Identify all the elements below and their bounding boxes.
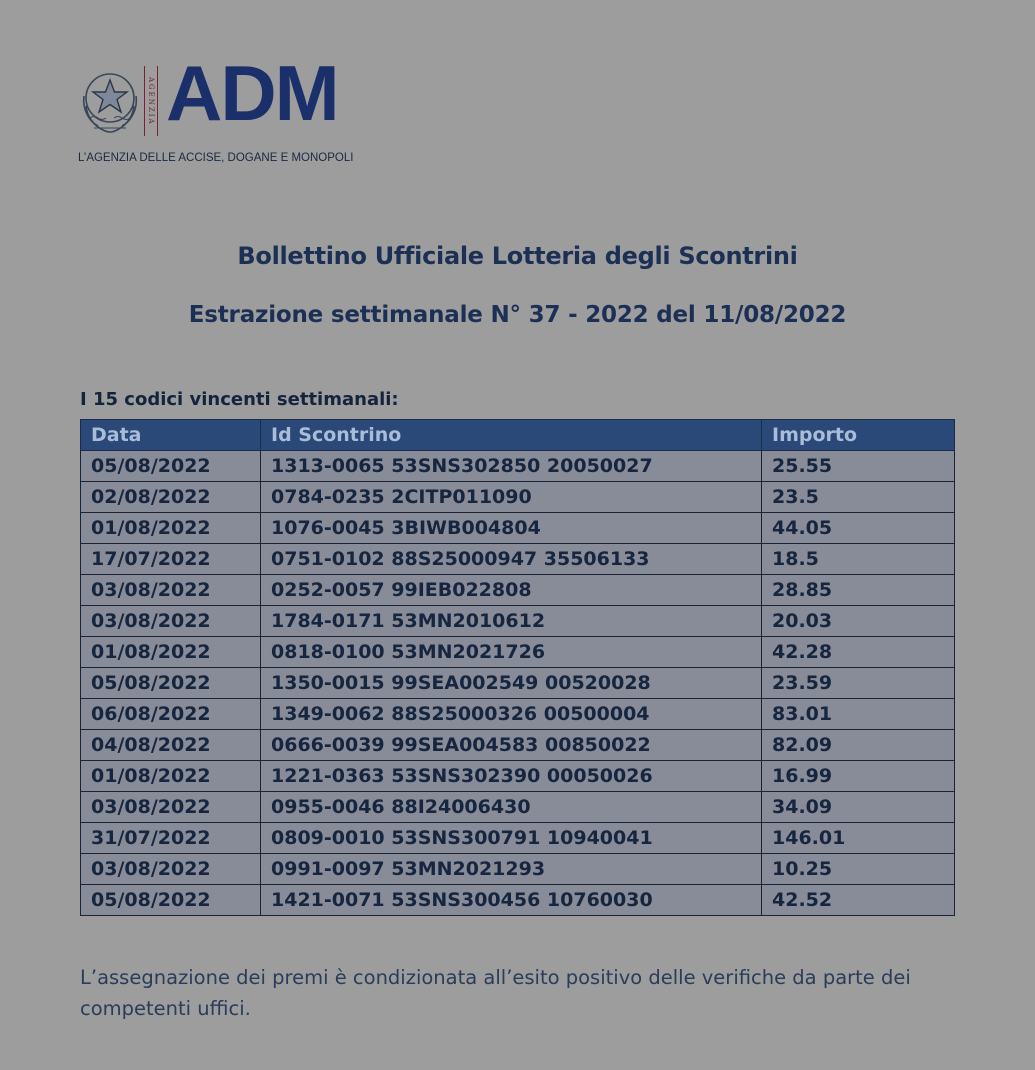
cell-amount: 83.01 <box>762 699 955 730</box>
cell-amount: 82.09 <box>762 730 955 761</box>
table-row <box>81 544 955 575</box>
cell-amount: 42.52 <box>762 885 955 916</box>
cell-amount: 34.09 <box>762 792 955 823</box>
table-row <box>81 885 955 916</box>
cell-date: 03/08/2022 <box>81 792 261 823</box>
cell-receipt-id: 1350-0015 99SEA002549 00520028 <box>261 668 762 699</box>
cell-amount: 23.5 <box>762 482 955 513</box>
table-row <box>81 823 955 854</box>
table-row <box>81 854 955 885</box>
draw-subtitle: Estrazione settimanale N° 37 - 2022 del 11/08/2022 <box>188 302 847 328</box>
cell-date: 03/08/2022 <box>81 606 261 637</box>
cell-receipt-id: 0955-0046 88I24006430 <box>261 792 762 823</box>
column-header-receipt-id: Id Scontrino <box>261 420 762 451</box>
cell-date: 03/08/2022 <box>81 854 261 885</box>
cell-amount: 25.55 <box>762 451 955 482</box>
cell-date: 05/08/2022 <box>81 451 261 482</box>
cell-amount: 146.01 <box>762 823 955 854</box>
table-row <box>81 699 955 730</box>
cell-receipt-id: 0666-0039 99SEA004583 00850022 <box>261 730 762 761</box>
cell-date: 31/07/2022 <box>81 823 261 854</box>
cell-date: 02/08/2022 <box>81 482 261 513</box>
cell-receipt-id: 0818-0100 53MN2021726 <box>261 637 762 668</box>
table-row <box>81 730 955 761</box>
cell-receipt-id: 1313-0065 53SNS302850 20050027 <box>261 451 762 482</box>
cell-date: 17/07/2022 <box>81 544 261 575</box>
adm-wordmark: ADM <box>166 49 338 137</box>
cell-amount: 18.5 <box>762 544 955 575</box>
cell-amount: 42.28 <box>762 637 955 668</box>
cell-date: 01/08/2022 <box>81 637 261 668</box>
table-row <box>81 761 955 792</box>
adm-logo <box>78 49 378 174</box>
cell-receipt-id: 1349-0062 88S25000326 00500004 <box>261 699 762 730</box>
cell-amount: 10.25 <box>762 854 955 885</box>
cell-amount: 23.59 <box>762 668 955 699</box>
cell-date: 06/08/2022 <box>81 699 261 730</box>
cell-amount: 16.99 <box>762 761 955 792</box>
cell-date: 01/08/2022 <box>81 761 261 792</box>
table-row <box>81 606 955 637</box>
cell-receipt-id: 1421-0071 53SNS300456 10760030 <box>261 885 762 916</box>
italian-republic-emblem-icon <box>78 66 142 136</box>
column-header-amount: Importo <box>762 420 955 451</box>
cell-date: 03/08/2022 <box>81 575 261 606</box>
table-row <box>81 792 955 823</box>
cell-receipt-id: 0991-0097 53MN2021293 <box>261 854 762 885</box>
cell-date: 05/08/2022 <box>81 668 261 699</box>
table-row <box>81 668 955 699</box>
cell-amount: 28.85 <box>762 575 955 606</box>
cell-date: 05/08/2022 <box>81 885 261 916</box>
cell-receipt-id: 1784-0171 53MN2010612 <box>261 606 762 637</box>
cell-receipt-id: 0809-0010 53SNS300791 10940041 <box>261 823 762 854</box>
table-row <box>81 513 955 544</box>
cell-receipt-id: 1076-0045 3BIWB004804 <box>261 513 762 544</box>
agenzia-vertical-label <box>144 66 158 136</box>
column-header-date: Data <box>81 420 261 451</box>
disclaimer-note: L’assegnazione dei premi è condizionata all’esito positivo delle verifiche da parte dei competenti uffici. <box>80 966 911 1020</box>
cell-amount: 44.05 <box>762 513 955 544</box>
cell-date: 04/08/2022 <box>81 730 261 761</box>
cell-receipt-id: 0784-0235 2CITP011090 <box>261 482 762 513</box>
bulletin-title: Bollettino Ufficiale Lotteria degli Scontrini <box>237 242 798 270</box>
cell-date: 01/08/2022 <box>81 513 261 544</box>
table-caption: I 15 codici vincenti settimanali: <box>80 389 399 410</box>
agenzia-vertical-text: AGENZIA <box>147 76 155 126</box>
table-row <box>81 482 955 513</box>
cell-amount: 20.03 <box>762 606 955 637</box>
cell-receipt-id: 0252-0057 99IEB022808 <box>261 575 762 606</box>
winning-codes-table <box>80 419 955 916</box>
table-header-row <box>81 420 955 451</box>
cell-receipt-id: 1221-0363 53SNS302390 00050026 <box>261 761 762 792</box>
table-row <box>81 575 955 606</box>
cell-receipt-id: 0751-0102 88S25000947 35506133 <box>261 544 762 575</box>
table-row <box>81 637 955 668</box>
agency-full-name: L’AGENZIA DELLE ACCISE, DOGANE E MONOPOLI <box>78 152 354 164</box>
table-row <box>81 451 955 482</box>
